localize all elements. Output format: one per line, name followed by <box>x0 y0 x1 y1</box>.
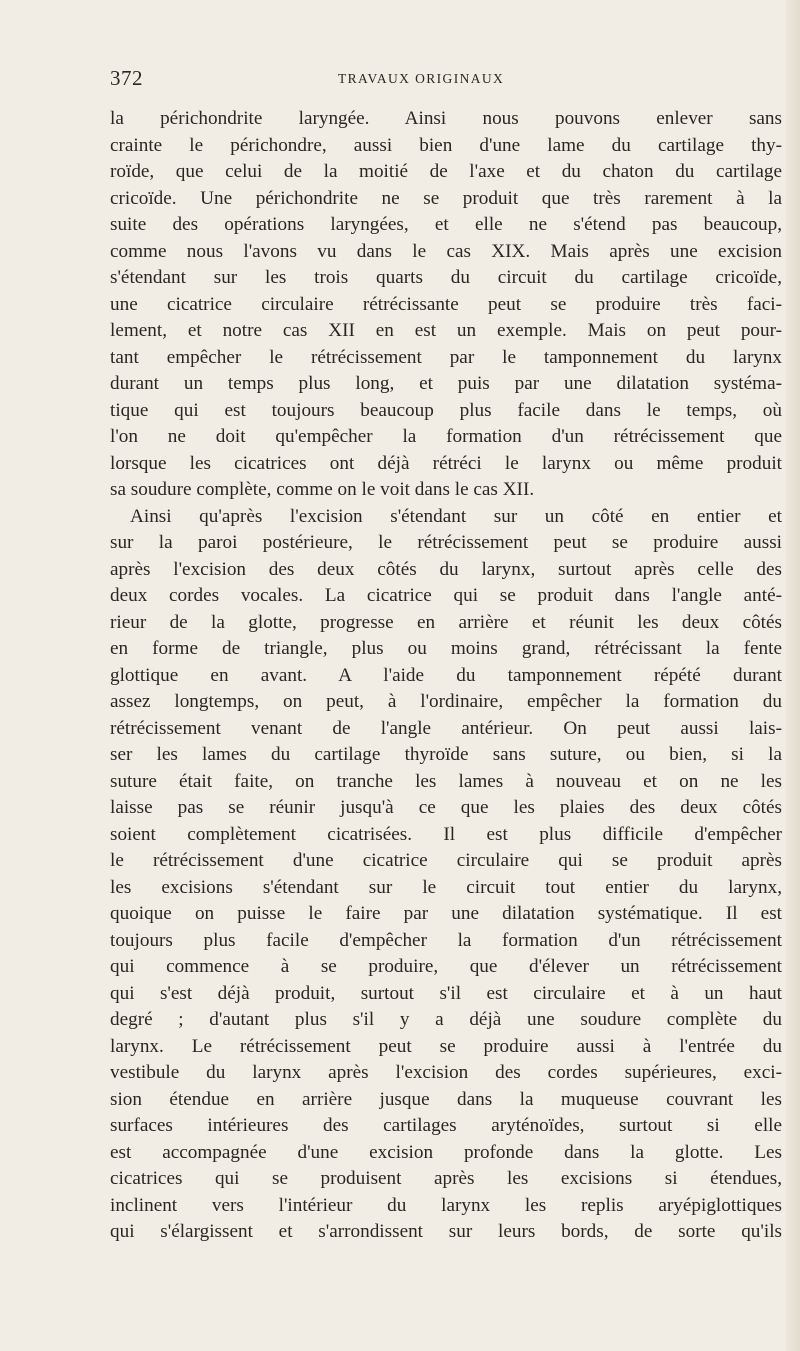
text-line: assez longtemps, on peut, à l'ordinaire, empêcher la formation du <box>110 691 782 712</box>
text-line: vestibule du larynx après l'excision des cordes supérieures, exci- <box>110 1062 782 1083</box>
text-line: soient complètement cicatrisées. Il est plus difficile d'empêcher <box>110 823 782 845</box>
paragraph-end-line: sa soudure complète, comme on le voit dans le cas XII. <box>110 479 535 500</box>
text-line: l'on ne doit qu'empêcher la formation d'un rétrécissement que <box>110 426 782 447</box>
text-line: cricoïde. Une périchondrite ne se produit que très rarement à la <box>110 187 782 209</box>
text-line: est accompagnée d'une excision profonde dans la glotte. Les <box>110 1141 782 1163</box>
text-line: durant un temps plus long, et puis par une dilatation systéma- <box>110 373 782 394</box>
text-line: qui s'élargissent et s'arrondissent sur leurs bords, de sorte qu'ils <box>110 1221 782 1242</box>
text-line: toujours plus facile d'empêcher la formation d'un rétrécissement <box>110 929 782 951</box>
text-line: sur la paroi postérieure, le rétrécissement peut se produire aussi <box>110 532 782 553</box>
text-line: inclinent vers l'intérieur du larynx les replis aryépiglottiques <box>110 1194 782 1216</box>
text-line: qui s'est déjà produit, surtout s'il est circulaire et à un haut <box>110 982 782 1004</box>
text-line: rétrécissement venant de l'angle antérieur. On peut aussi lais- <box>110 717 782 739</box>
text-line: une cicatrice circulaire rétrécissante peut se produire très faci- <box>110 293 782 315</box>
text-line: tique qui est toujours beaucoup plus facile dans le temps, où <box>110 399 782 421</box>
text-line: deux cordes vocales. La cicatrice qui se produit dans l'angle anté- <box>110 585 782 606</box>
text-line: en forme de triangle, plus ou moins grand, rétrécissant la fente <box>110 638 782 659</box>
text-line: crainte le périchondre, aussi bien d'une lame du cartilage thy- <box>110 134 782 156</box>
text-line: roïde, que celui de la moitié de l'axe et du chaton du cartilage <box>110 161 782 182</box>
text-line: après l'excision des deux côtés du larynx, surtout après celle des <box>110 558 782 580</box>
page-edge-shadow <box>786 0 800 1351</box>
text-line: sion étendue en arrière jusque dans la muqueuse couvrant les <box>110 1088 782 1110</box>
text-line: comme nous l'avons vu dans le cas XIX. Mais après une excision <box>110 240 782 262</box>
text-line: ser les lames du cartilage thyroïde sans suture, ou bien, si la <box>110 744 782 765</box>
text-line: quoique on puisse le faire par une dilatation systématique. Il est <box>110 903 782 924</box>
text-line: laisse pas se réunir jusqu'à ce que les plaies des deux côtés <box>110 797 782 818</box>
text-line: le rétrécissement d'une cicatrice circulaire qui se produit après <box>110 850 782 871</box>
text-line: s'étendant sur les trois quarts du circuit du cartilage cricoïde, <box>110 267 782 288</box>
text-line: suture était faite, on tranche les lames à nouveau et on ne les <box>110 770 782 792</box>
text-line: tant empêcher le rétrécissement par le tamponnement du larynx <box>110 346 782 368</box>
text-line: larynx. Le rétrécissement peut se produire aussi à l'entrée du <box>110 1035 782 1057</box>
text-line: rieur de la glotte, progresse en arrière et réunit les deux côtés <box>110 611 782 633</box>
text-line: lorsque les cicatrices ont déjà rétréci le larynx ou même produit <box>110 452 782 474</box>
running-title: TRAVAUX ORIGINAUX <box>338 71 505 86</box>
text-line: suite des opérations laryngées, et elle ne s'étend pas beaucoup, <box>110 214 782 235</box>
text-line: la périchondrite laryngée. Ainsi nous pouvons enlever sans <box>110 108 782 129</box>
text-line: surfaces intérieures des cartilages aryténoïdes, surtout si elle <box>110 1115 782 1136</box>
text-line: qui commence à se produire, que d'élever un rétrécissement <box>110 956 782 977</box>
text-line: les excisions s'étendant sur le circuit tout entier du larynx, <box>110 876 782 898</box>
page-header <box>110 66 730 96</box>
body-text <box>110 106 782 1246</box>
text-line: degré ; d'autant plus s'il y a déjà une soudure complète du <box>110 1009 782 1030</box>
paragraph-start-line: Ainsi qu'après l'excision s'étendant sur un côté en entier et <box>130 505 782 527</box>
page-number: 372 <box>110 66 143 90</box>
text-line: cicatrices qui se produisent après les excisions si étendues, <box>110 1168 782 1189</box>
text-line: lement, et notre cas XII en est un exemple. Mais on peut pour- <box>110 320 782 341</box>
text-line: glottique en avant. A l'aide du tamponnement répété durant <box>110 664 782 686</box>
